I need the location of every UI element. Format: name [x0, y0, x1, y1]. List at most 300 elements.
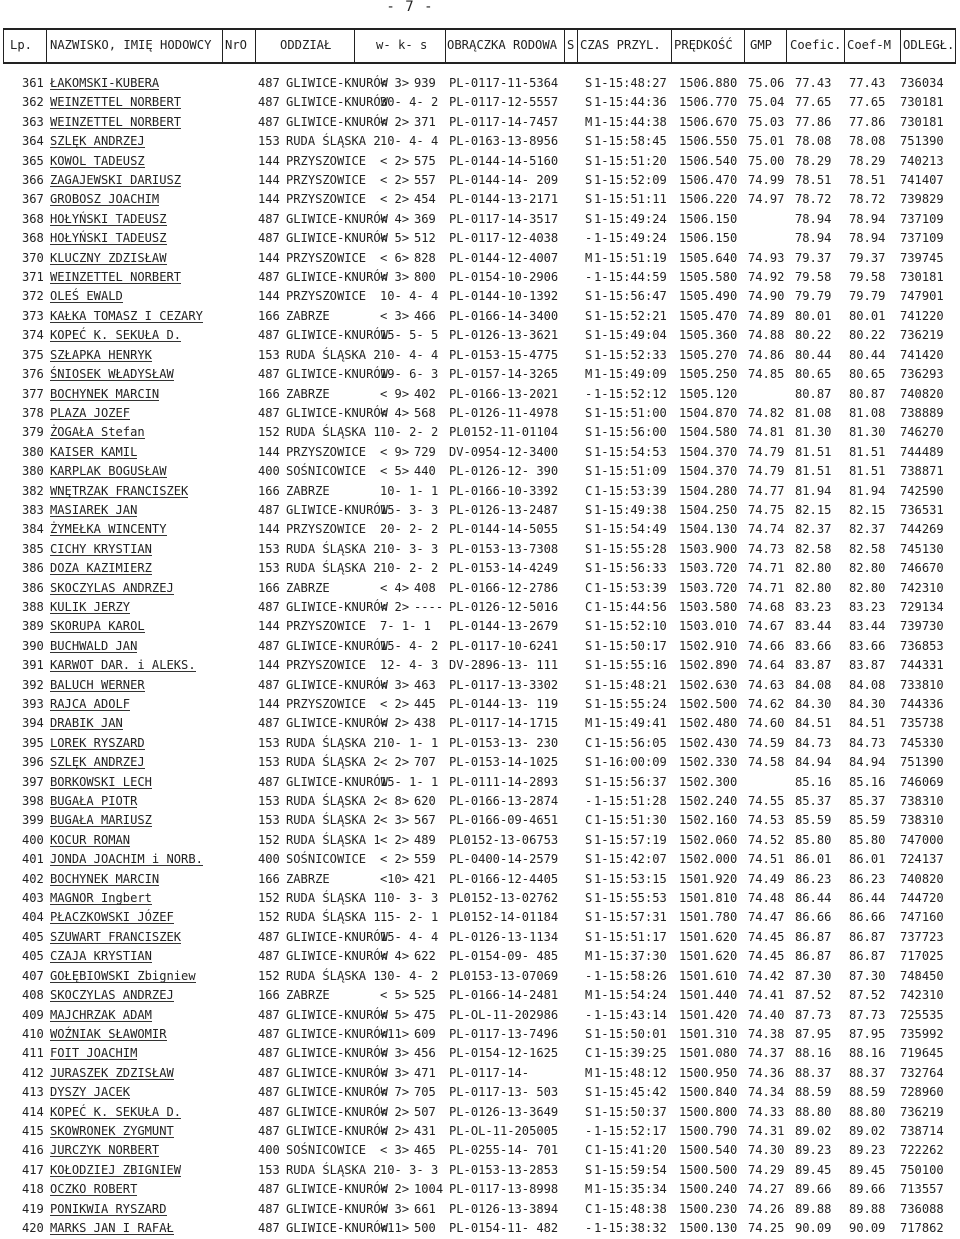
cell-oddzial: SOŚNICOWICE: [286, 464, 367, 479]
table-row: [0, 579, 960, 598]
cell-obraczka: PL-0117-14-1715: [449, 716, 559, 731]
cell-coefm: 84.08: [849, 677, 886, 692]
cell-coefm: 81.51: [849, 464, 886, 479]
cell-coefm: 87.52: [849, 988, 886, 1003]
cell-czas: 1-15:57:19: [594, 832, 667, 847]
cell-nro: 166: [258, 871, 280, 886]
cell-lp: 416: [22, 1143, 44, 1158]
cell-nro: 487: [258, 1046, 280, 1061]
cell-s: S: [585, 328, 593, 343]
cell-predkosc: 1506.540: [679, 153, 738, 168]
cell-wks: < 4>: [380, 405, 410, 420]
table-row: [0, 1200, 960, 1219]
cell-s: -: [585, 1220, 593, 1235]
cell-oddzial: ZABRZE: [286, 386, 330, 401]
cell-oddzial: ZABRZE: [286, 580, 330, 595]
cell-czas: 1-15:52:21: [594, 308, 667, 323]
breeder-name: MAGNOR Ingbert: [50, 891, 152, 906]
cell-odleglosc: 740820: [900, 871, 944, 886]
cell-obraczka: PL-0163-13-8956: [449, 134, 559, 149]
cell-nro: 144: [258, 522, 280, 537]
cell-wks: 10- 4- 4: [380, 134, 439, 149]
breeder-name: KARWOT DAR. i ALEKS.: [50, 658, 196, 673]
cell-predkosc: 1502.330: [679, 755, 738, 770]
cell-name: [50, 171, 253, 190]
cell-s: S: [585, 658, 593, 673]
breeder-name: WEINZETTEL NORBERT: [50, 95, 182, 110]
cell-obraczka: PL-0166-09-4651: [449, 813, 559, 828]
cell-name: [50, 520, 253, 539]
cell-lp: 418: [22, 1182, 44, 1197]
table-row: [0, 695, 960, 714]
cell-gmp: 74.55: [748, 794, 785, 809]
cell-coefic: 86.87: [795, 929, 832, 944]
cell-coefic: 79.79: [795, 289, 832, 304]
table-row: [0, 501, 960, 520]
cell-lp: 372: [22, 289, 44, 304]
cell-s: M: [585, 114, 593, 129]
cell-coefm: 79.58: [849, 270, 886, 285]
cell-coefic: 79.58: [795, 270, 832, 285]
cell-lp: 368: [22, 211, 44, 226]
results-table-body: [0, 74, 960, 1238]
cell-obraczka: PL-0144-14-5160: [449, 153, 559, 168]
cell-obraczka: PL-0157-14-3265: [449, 367, 559, 382]
cell-oddzial: GLIWICE-KNURÓW: [286, 677, 388, 692]
cell-ring-number: 371: [414, 114, 436, 129]
cell-nro: 166: [258, 386, 280, 401]
cell-ring-number: 507: [414, 1104, 436, 1119]
cell-s: S: [585, 308, 593, 323]
cell-odleglosc: 732764: [900, 1065, 944, 1080]
cell-oddzial: ZABRZE: [286, 988, 330, 1003]
cell-coefic: 80.22: [795, 328, 832, 343]
cell-nro: 153: [258, 813, 280, 828]
cell-oddzial: PRZYSZOWICE: [286, 522, 367, 537]
cell-lp: 408: [22, 988, 44, 1003]
cell-oddzial: RUDA ŚLĄSKA 2: [286, 1162, 381, 1177]
cell-predkosc: 1503.720: [679, 561, 738, 576]
cell-coefm: 86.01: [849, 852, 886, 867]
cell-ring-number: 729: [414, 444, 436, 459]
cell-oddzial: RUDA ŚLĄSKA 1: [286, 968, 381, 983]
cell-wks: <11>: [380, 1220, 410, 1235]
header-coefic: Coefic.: [790, 38, 842, 52]
cell-name: [50, 1122, 253, 1141]
cell-nro: 487: [258, 1007, 280, 1022]
cell-czas: 1-15:37:30: [594, 949, 667, 964]
cell-coefm: 79.79: [849, 289, 886, 304]
breeder-name: WEINZETTEL NORBERT: [50, 114, 182, 129]
cell-predkosc: 1500.540: [679, 1143, 738, 1158]
cell-odleglosc: 717025: [900, 949, 944, 964]
cell-wks: < 3>: [380, 1201, 410, 1216]
cell-nro: 487: [258, 1065, 280, 1080]
cell-obraczka: PL0152-11-01104: [449, 425, 559, 440]
cell-ring-number: 431: [414, 1123, 436, 1138]
cell-obraczka: PL-0154-10-2906: [449, 270, 559, 285]
cell-odleglosc: 751390: [900, 134, 944, 149]
cell-coefm: 86.87: [849, 929, 886, 944]
cell-nro: 153: [258, 134, 280, 149]
cell-name: [50, 132, 253, 151]
cell-nro: 400: [258, 1143, 280, 1158]
cell-czas: 1-15:51:20: [594, 153, 667, 168]
cell-coefic: 77.65: [795, 95, 832, 110]
cell-odleglosc: 736219: [900, 328, 944, 343]
cell-czas: 1-15:44:56: [594, 599, 667, 614]
cell-lp: 363: [22, 114, 44, 129]
cell-obraczka: PL-0144-14- 209: [449, 173, 559, 188]
cell-predkosc: 1505.470: [679, 308, 738, 323]
cell-name: [50, 1044, 253, 1063]
cell-oddzial: GLIWICE-KNURÓW: [286, 502, 388, 517]
cell-lp: 370: [22, 250, 44, 265]
cell-wks: < 2>: [380, 1123, 410, 1138]
cell-czas: 1-15:54:24: [594, 988, 667, 1003]
cell-gmp: 74.45: [748, 949, 785, 964]
breeder-name: KULIK JERZY: [50, 599, 131, 614]
cell-wks: < 2>: [380, 1104, 410, 1119]
cell-coefm: 86.44: [849, 891, 886, 906]
cell-ring-number: 567: [414, 813, 436, 828]
cell-predkosc: 1503.720: [679, 580, 738, 595]
header-divider: [671, 30, 672, 62]
cell-coefm: 79.37: [849, 250, 886, 265]
cell-gmp: 74.53: [748, 813, 785, 828]
cell-wks: 15- 4- 4: [380, 929, 439, 944]
cell-wks: < 2>: [380, 832, 410, 847]
breeder-name: KOCUR ROMAN: [50, 832, 131, 847]
cell-predkosc: 1506.880: [679, 76, 738, 90]
cell-s: S: [585, 561, 593, 576]
cell-coefic: 84.30: [795, 697, 832, 711]
cell-odleglosc: 735992: [900, 1026, 944, 1041]
cell-coefic: 78.72: [795, 192, 832, 207]
cell-coefic: 87.95: [795, 1026, 832, 1041]
cell-obraczka: PL-0117-13- 503: [449, 1085, 559, 1100]
cell-predkosc: 1501.620: [679, 929, 738, 944]
cell-obraczka: PL0152-14-01184: [449, 910, 559, 925]
cell-czas: 1-15:51:00: [594, 405, 667, 420]
breeder-name: PLAZA JOZEF: [50, 405, 131, 420]
cell-odleglosc: 725535: [900, 1007, 944, 1022]
cell-odleglosc: 736088: [900, 1201, 944, 1216]
cell-wks: < 2>: [380, 599, 410, 614]
cell-coefm: 78.51: [849, 173, 886, 188]
cell-s: C: [585, 599, 593, 614]
cell-odleglosc: 736034: [900, 76, 944, 90]
cell-ring-number: 568: [414, 405, 436, 420]
cell-odleglosc: 739829: [900, 192, 944, 207]
cell-lp: 371: [22, 270, 44, 285]
cell-oddzial: GLIWICE-KNURÓW: [286, 1046, 388, 1061]
cell-wks: 10- 4- 4: [380, 347, 439, 362]
cell-lp: 382: [22, 483, 44, 498]
cell-predkosc: 1502.630: [679, 677, 738, 692]
cell-s: -: [585, 231, 593, 246]
cell-coefic: 90.09: [795, 1220, 832, 1235]
table-row: [0, 540, 960, 559]
cell-coefm: 90.09: [849, 1220, 886, 1235]
cell-lp: 380: [22, 444, 44, 459]
cell-coefm: 84.94: [849, 755, 886, 770]
cell-gmp: 74.71: [748, 561, 785, 576]
cell-ring-number: 620: [414, 794, 436, 809]
cell-czas: 1-15:49:24: [594, 211, 667, 226]
cell-nro: 487: [258, 502, 280, 517]
cell-ring-number: 939: [414, 76, 436, 90]
cell-s: M: [585, 250, 593, 265]
cell-lp: 391: [22, 658, 44, 673]
cell-name: [50, 190, 253, 209]
cell-wks: 30- 4- 2: [380, 968, 439, 983]
cell-obraczka: PL-0117-14-3517: [449, 211, 559, 226]
cell-odleglosc: 742590: [900, 483, 944, 498]
cell-coefic: 82.58: [795, 541, 832, 556]
cell-nro: 487: [258, 114, 280, 129]
cell-name: [50, 365, 253, 384]
cell-wks: 10- 2- 2: [380, 425, 439, 440]
cell-czas: 1-15:51:30: [594, 813, 667, 828]
cell-odleglosc: 744336: [900, 697, 944, 711]
cell-nro: 487: [258, 716, 280, 731]
cell-ring-number: 489: [414, 832, 436, 847]
cell-ring-number: 609: [414, 1026, 436, 1041]
cell-s: S: [585, 852, 593, 867]
breeder-name: PŁACZKOWSKI JÓZEF: [50, 910, 174, 925]
cell-obraczka: PL-0126-13-1134: [449, 929, 559, 944]
breeder-name: HOŁYŃSKI TADEUSZ: [50, 211, 167, 226]
cell-coefic: 87.73: [795, 1007, 832, 1022]
cell-nro: 487: [258, 638, 280, 653]
cell-name: [50, 637, 253, 656]
breeder-name: GOŁĘBIOWSKI Zbigniew: [50, 968, 196, 983]
cell-coefic: 89.23: [795, 1143, 832, 1158]
cell-coefic: 87.52: [795, 988, 832, 1003]
cell-coefm: 85.80: [849, 832, 886, 847]
cell-wks: 10- 4- 4: [380, 289, 439, 304]
cell-oddzial: PRZYSZOWICE: [286, 173, 367, 188]
cell-gmp: 74.77: [748, 483, 785, 498]
cell-oddzial: GLIWICE-KNURÓW: [286, 1123, 388, 1138]
cell-lp: 364: [22, 134, 44, 149]
cell-oddzial: GLIWICE-KNURÓW: [286, 949, 388, 964]
cell-odleglosc: 740820: [900, 386, 944, 401]
cell-predkosc: 1500.130: [679, 1220, 738, 1235]
breeder-name: DOZA KAZIMIERZ: [50, 561, 152, 576]
cell-coefic: 83.87: [795, 658, 832, 673]
cell-coefm: 83.87: [849, 658, 886, 673]
cell-nro: 152: [258, 832, 280, 847]
cell-odleglosc: 740213: [900, 153, 944, 168]
cell-wks: < 9>: [380, 444, 410, 459]
cell-nro: 144: [258, 289, 280, 304]
cell-coefm: 85.16: [849, 774, 886, 789]
cell-czas: 1-15:58:45: [594, 134, 667, 149]
cell-odleglosc: 722262: [900, 1143, 944, 1158]
cell-name: [50, 656, 253, 675]
cell-oddzial: GLIWICE-KNURÓW: [286, 270, 388, 285]
cell-obraczka: PL0152-13-02762: [449, 891, 559, 906]
header-divider: [844, 30, 845, 62]
table-row: [0, 947, 960, 966]
breeder-name: BALUCH WERNER: [50, 677, 145, 692]
cell-oddzial: GLIWICE-KNURÓW: [286, 1201, 388, 1216]
cell-predkosc: 1505.270: [679, 347, 738, 362]
cell-coefm: 87.30: [849, 968, 886, 983]
cell-predkosc: 1505.580: [679, 270, 738, 285]
cell-coefic: 82.37: [795, 522, 832, 537]
cell-nro: 166: [258, 483, 280, 498]
cell-coefm: 78.08: [849, 134, 886, 149]
cell-name: [50, 831, 253, 850]
cell-odleglosc: 733810: [900, 677, 944, 692]
cell-coefic: 86.44: [795, 891, 832, 906]
cell-obraczka: PL-0117-13-3302: [449, 677, 559, 692]
header-divider: [46, 30, 47, 62]
table-row: [0, 656, 960, 675]
cell-coefic: 86.01: [795, 852, 832, 867]
cell-name: [50, 1161, 253, 1180]
cell-nro: 166: [258, 580, 280, 595]
cell-odleglosc: 737723: [900, 929, 944, 944]
cell-lp: 412: [22, 1065, 44, 1080]
table-row: [0, 617, 960, 636]
cell-gmp: 74.73: [748, 541, 785, 556]
header-name: NAZWISKO, IMIĘ HODOWCY: [50, 38, 212, 52]
breeder-name: LOREK RYSZARD: [50, 735, 145, 750]
table-row: [0, 734, 960, 753]
cell-oddzial: GLIWICE-KNURÓW: [286, 1007, 388, 1022]
cell-nro: 144: [258, 250, 280, 265]
cell-name: [50, 811, 253, 830]
cell-nro: 487: [258, 328, 280, 343]
breeder-name: MASIAREK JAN: [50, 502, 138, 517]
cell-obraczka: PL-0126-13-2487: [449, 502, 559, 517]
cell-nro: 487: [258, 1026, 280, 1041]
cell-name: [50, 773, 253, 792]
cell-oddzial: SOŚNICOWICE: [286, 852, 367, 867]
cell-czas: 1-15:44:36: [594, 95, 667, 110]
cell-czas: 1-15:49:09: [594, 367, 667, 382]
cell-nro: 152: [258, 968, 280, 983]
breeder-name: KOPEĆ K. SEKUŁA D.: [50, 328, 182, 343]
cell-coefm: 89.23: [849, 1143, 886, 1158]
cell-coefic: 80.01: [795, 308, 832, 323]
cell-odleglosc: 735738: [900, 716, 944, 731]
header-wks: w- k- s: [376, 38, 428, 52]
cell-czas: 1-15:55:53: [594, 891, 667, 906]
breeder-name: CICHY KRYSTIAN: [50, 541, 152, 556]
cell-coefm: 81.30: [849, 425, 886, 440]
cell-coefm: 89.66: [849, 1182, 886, 1197]
cell-coefic: 88.37: [795, 1065, 832, 1080]
cell-nro: 144: [258, 153, 280, 168]
cell-name: [50, 714, 253, 733]
cell-nro: 487: [258, 599, 280, 614]
cell-gmp: 74.86: [748, 347, 785, 362]
cell-odleglosc: 744720: [900, 891, 944, 906]
cell-lp: 375: [22, 347, 44, 362]
cell-wks: < 2>: [380, 153, 410, 168]
cell-czas: 1-15:55:24: [594, 697, 667, 711]
cell-odleglosc: 750100: [900, 1162, 944, 1177]
cell-ring-number: 525: [414, 988, 436, 1003]
cell-predkosc: 1505.490: [679, 289, 738, 304]
breeder-name: HOŁYŃSKI TADEUSZ: [50, 231, 167, 246]
cell-wks: < 2>: [380, 852, 410, 867]
cell-coefm: 89.02: [849, 1123, 886, 1138]
cell-coefic: 84.51: [795, 716, 832, 731]
cell-nro: 144: [258, 192, 280, 207]
cell-czas: 1-15:55:28: [594, 541, 667, 556]
cell-lp: 405: [22, 949, 44, 964]
cell-name: [50, 1141, 253, 1160]
cell-ring-number: 622: [414, 949, 436, 964]
cell-wks: < 3>: [380, 1065, 410, 1080]
cell-czas: 1-15:56:47: [594, 289, 667, 304]
cell-ring-number: 445: [414, 697, 436, 711]
cell-coefic: 83.23: [795, 599, 832, 614]
table-row: [0, 1025, 960, 1044]
cell-nro: 487: [258, 1104, 280, 1119]
cell-coefic: 88.59: [795, 1085, 832, 1100]
cell-obraczka: PL-0144-13-2679: [449, 619, 559, 634]
cell-coefm: 82.37: [849, 522, 886, 537]
cell-gmp: 75.04: [748, 95, 785, 110]
table-row: [0, 404, 960, 423]
cell-s: S: [585, 832, 593, 847]
cell-nro: 144: [258, 697, 280, 711]
table-row: [0, 1044, 960, 1063]
breeder-name: JURASZEK ZDZISŁAW: [50, 1065, 174, 1080]
cell-predkosc: 1502.910: [679, 638, 738, 653]
breeder-name: CZAJA KRYSTIAN: [50, 949, 152, 964]
table-row: [0, 889, 960, 908]
cell-coefic: 82.80: [795, 561, 832, 576]
cell-lp: 414: [22, 1104, 44, 1119]
cell-predkosc: 1500.500: [679, 1162, 738, 1177]
cell-oddzial: GLIWICE-KNURÓW: [286, 1026, 388, 1041]
cell-lp: 407: [22, 968, 44, 983]
cell-s: -: [585, 1007, 593, 1022]
cell-wks: < 3>: [380, 308, 410, 323]
cell-name: [50, 482, 253, 501]
cell-odleglosc: 742310: [900, 580, 944, 595]
cell-odleglosc: 744269: [900, 522, 944, 537]
cell-lp: 404: [22, 910, 44, 925]
cell-name: [50, 501, 253, 520]
cell-name: [50, 870, 253, 889]
cell-lp: 409: [22, 1007, 44, 1022]
cell-coefic: 87.30: [795, 968, 832, 983]
cell-gmp: 74.49: [748, 871, 785, 886]
cell-odleglosc: 738310: [900, 794, 944, 809]
table-row: [0, 908, 960, 927]
cell-predkosc: 1502.000: [679, 852, 738, 867]
cell-gmp: 74.63: [748, 677, 785, 692]
cell-predkosc: 1502.500: [679, 697, 738, 711]
cell-obraczka: PL-0153-13- 230: [449, 735, 559, 750]
cell-name: [50, 443, 253, 462]
cell-odleglosc: 751390: [900, 755, 944, 770]
cell-coefm: 85.59: [849, 813, 886, 828]
cell-oddzial: GLIWICE-KNURÓW: [286, 367, 388, 382]
cell-czas: 1-15:55:16: [594, 658, 667, 673]
cell-czas: 1-15:53:39: [594, 483, 667, 498]
cell-oddzial: GLIWICE-KNURÓW: [286, 599, 388, 614]
